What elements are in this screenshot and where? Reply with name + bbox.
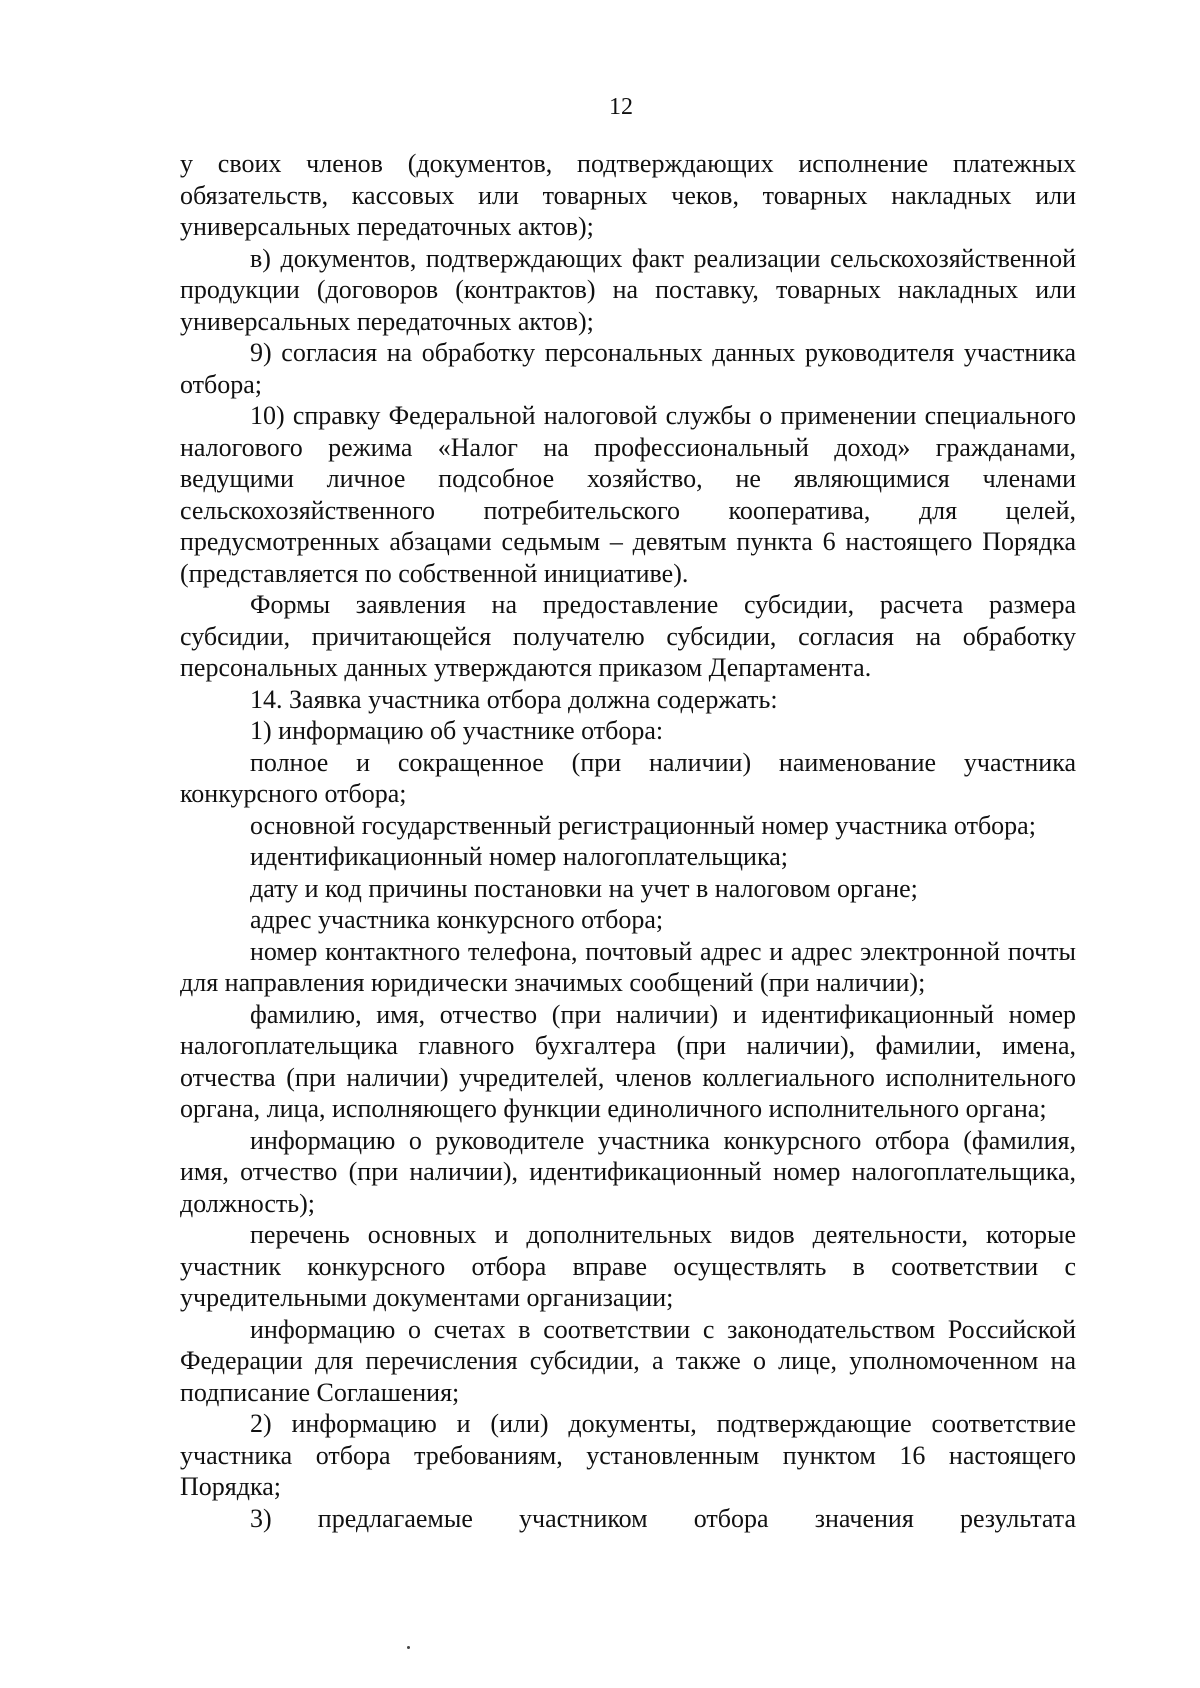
paragraph-contacts: номер контактного телефона, почтовый адрес и адрес электронной почты для направления юридически значимых сообщений (при наличии);: [180, 936, 1076, 997]
paragraph-ogrn: основной государственный регистрационный номер участника отбора;: [250, 810, 1036, 840]
paragraph-inn: идентификационный номер налогоплательщика;: [250, 842, 788, 871]
scan-artifact-dot: [407, 1646, 410, 1649]
paragraph-item-10: 10) справку Федеральной налоговой службы о применении специального налогового режима «Налог на профессиональный доход» гражданами, ведущими личное подсобное хозяйство, не являющимися членами сельскохозяйственного потребительского кооператива, для целей, предусмотренных абзацами седьмым – девятым пункта 6 настоящего Порядка (представляется по собственной инициативе).: [180, 401, 1076, 588]
page-number: 12: [609, 94, 633, 120]
paragraph-full-name: полное и сокращенное (при наличии) наименование участника конкурсного отбора;: [180, 747, 1076, 808]
paragraph-item-2: 2) информацию и (или) документы, подтверждающие соответствие участника отбора требованиям, установленным пунктом 16 настоящего Порядка;: [180, 1409, 1076, 1501]
paragraph-registration-date: дату и код причины постановки на учет в налоговом органе;: [250, 873, 918, 903]
paragraph-head-info: информацию о руководителе участника конкурсного отбора (фамилия, имя, отчество (при наличии), идентификационный номер налогоплательщика, должность);: [180, 1125, 1076, 1218]
paragraph-item-1: 1) информацию об участнике отбора:: [250, 716, 664, 745]
paragraph-activities: перечень основных и дополнительных видов деятельности, которые участник конкурсного отбора вправе осуществлять в соответствии с учредительными документами организации;: [180, 1220, 1076, 1312]
paragraph-item-v: в) документов, подтверждающих факт реализации сельскохозяйственной продукции (договоров (контрактов) на поставку, товарных накладных или универсальных передаточных актов);: [180, 243, 1076, 336]
paragraph-section-14: 14. Заявка участника отбора должна содержать:: [250, 684, 778, 714]
paragraph-accounts: информацию о счетах в соответствии с законодательством Российской Федерации для перечисления субсидии, а также о лице, уполномоченном на подписание Соглашения;: [180, 1314, 1076, 1407]
document-body: [180, 148, 1076, 1534]
paragraph-accountant-founders: фамилию, имя, отчество (при наличии) и идентификационный номер налогоплательщика главного бухгалтера (при наличии), фамилии, имена, отчества (при наличии) учредителей, членов коллегиального исполнительного органа, лица, исполняющего функции единоличного исполнительного органа;: [180, 999, 1076, 1123]
paragraph-item-9: 9) согласия на обработку персональных данных руководителя участника отбора;: [180, 338, 1076, 399]
paragraph-address: адрес участника конкурсного отбора;: [250, 905, 664, 934]
paragraph-continuation: у своих членов (документов, подтверждающих исполнение платежных обязательств, кассовых или товарных чеков, товарных накладных или универсальных передаточных актов);: [180, 149, 1076, 241]
paragraph-forms: Формы заявления на предоставление субсидии, расчета размера субсидии, причитающейся получателю субсидии, согласия на обработку персональных данных утверждаются приказом Департамента.: [180, 590, 1076, 682]
paragraph-item-3: 3) предлагаемые участником отбора значения результата: [250, 1503, 1076, 1533]
